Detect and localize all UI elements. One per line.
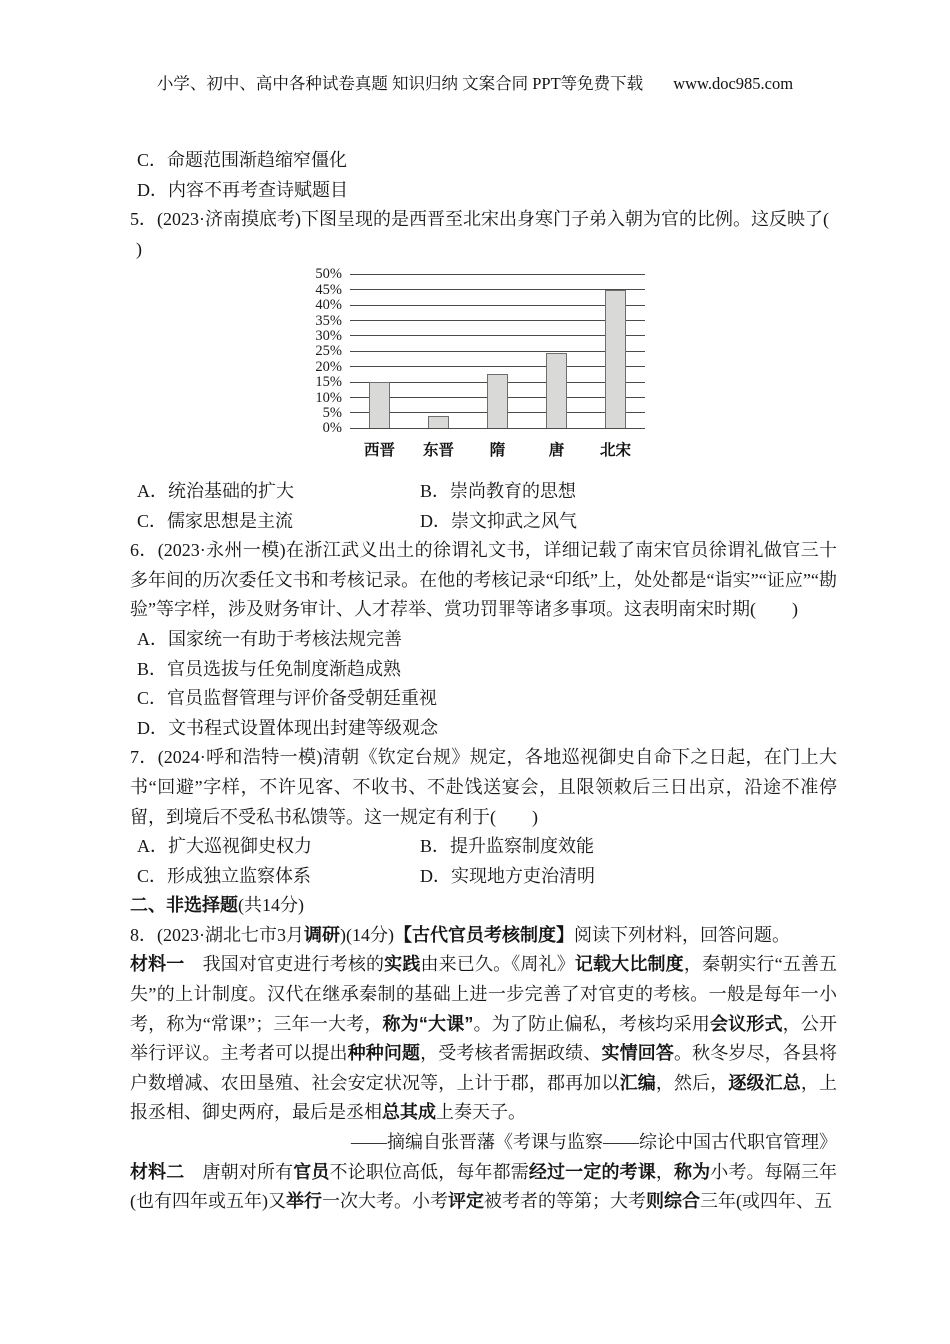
bold-text-run: 材料二	[130, 1161, 185, 1182]
question-6-stem: 6．(2023·永州一模)在浙江武义出土的徐谓礼文书，详细记载了南宋官员徐谓礼做官三十多年间的历次委任文书和考核记录。在他的考核记录“印纸”上，处处都是“诣实”“证应”“勘验”等字样，涉及财务审计、人才荐举、赏功罚罪等诸多事项。这表明南宋时期( )	[130, 540, 837, 620]
text-run: 我国对官吏进行考核的	[184, 954, 385, 975]
y-axis-tick-label: 30%	[315, 327, 342, 344]
question-8	[130, 921, 837, 1217]
question-6	[130, 536, 837, 743]
y-axis-tick-label: 35%	[315, 312, 342, 329]
y-axis-tick-label: 50%	[315, 266, 342, 283]
question-5	[130, 205, 837, 536]
bold-text-run: 逐级汇总	[728, 1072, 801, 1093]
text-run: ，公开举行评议。主考者可以提出	[130, 1013, 838, 1064]
text-run: 8．(2023·湖北七市3月	[130, 924, 304, 945]
question-5-options	[130, 477, 837, 536]
page-header	[0, 70, 950, 94]
option: B．官员选拔与任免制度渐趋成熟	[137, 658, 402, 679]
bold-text-run: 实情回答	[601, 1043, 674, 1064]
bold-text-run: 评定	[448, 1191, 484, 1212]
question-5-stem-close-paren: )	[136, 238, 142, 259]
bold-text-run: 称为	[673, 1161, 711, 1182]
bold-text-run: 则综合	[646, 1191, 700, 1212]
option-row	[130, 477, 837, 507]
text-run: ，	[655, 1161, 674, 1182]
question-8-material-2	[130, 1158, 837, 1217]
y-axis-tick-label: 0%	[322, 420, 342, 437]
bar-chart	[310, 266, 650, 466]
text-run: (共14分)	[238, 895, 304, 916]
x-category-label: 西晋	[363, 442, 395, 460]
bold-text-run: 【古代官员考核制度】	[393, 924, 574, 945]
gridline	[350, 274, 645, 275]
bold-text-run: 汇编	[619, 1072, 656, 1093]
question-7-stem: 7．(2024·呼和浩特一模)清朝《钦定台规》规定，各地巡视御史自命下之日起，在门上大书“回避”字样，不许见客、不收书、不赴饯送宴会，且限领敕后三日出京，沿途不准停留，到境后不受私书私馈等。这一规定有利于( )	[130, 747, 837, 827]
bold-text-run: 总其成	[382, 1102, 436, 1123]
option: B．崇尚教育的思想	[420, 480, 577, 501]
text-run: 上奏天子。	[436, 1102, 526, 1123]
y-axis-tick-label: 45%	[315, 281, 342, 298]
text-run: 。为了防止偏私，考核均采用	[473, 1013, 710, 1034]
bold-text-run: 种种问题	[347, 1043, 421, 1064]
option: A．扩大巡视御史权力	[137, 836, 312, 857]
bold-text-run: 材料一	[130, 954, 185, 975]
y-axis-tick-label: 5%	[322, 404, 342, 421]
text-run: 。秋冬岁尽，各县将户数增减、农田垦殖、社会安定状况等，上计于郡，郡再加以	[130, 1043, 838, 1093]
option: D．实现地方吏治清明	[420, 865, 595, 886]
bold-text-run: 二、非选择题	[130, 895, 238, 916]
bold-text-run: 举行	[286, 1191, 322, 1212]
bar	[428, 416, 449, 428]
text-run: ，上报丞相、御史两府，最后是丞相	[130, 1072, 838, 1123]
text-run: 小考。每隔三年(也有四年或五年)又	[130, 1161, 838, 1212]
option: D．内容不再考查诗赋题目	[137, 179, 348, 200]
text-run: )(14分)	[340, 924, 394, 945]
text-run: 一次大考。小考	[322, 1191, 448, 1212]
x-category-label: 隋	[489, 442, 506, 460]
option: D．崇文抑武之风气	[420, 510, 577, 531]
option: C．命题范围渐趋缩窄僵化	[137, 150, 348, 170]
y-axis-tick-label: 20%	[315, 358, 342, 375]
option: C．官员监督管理与评价备受朝廷重视	[137, 688, 438, 709]
paper-content	[130, 146, 837, 1217]
y-axis-tick-label: 10%	[315, 389, 342, 406]
chart-x-axis-labels	[350, 436, 645, 466]
text-run: 阅读下列材料，回答问题。	[573, 924, 790, 945]
gridline	[350, 335, 645, 336]
question-8-material-1	[130, 950, 837, 1128]
option-row	[130, 832, 837, 862]
bold-text-run: 调研	[304, 924, 340, 945]
text-run: 不论职位高低，每年都需	[329, 1161, 529, 1182]
text-run: 唐朝对所有	[184, 1161, 294, 1182]
x-category-label: 东晋	[422, 442, 454, 460]
option: D．文书程式设置体现出封建等级观念	[137, 717, 438, 738]
option: A．国家统一有助于考核法规完善	[137, 628, 402, 649]
option: A．统治基础的扩大	[137, 480, 294, 501]
x-category-label: 唐	[548, 442, 565, 460]
bar	[605, 290, 626, 429]
bold-text-run: 称为“大课”	[382, 1013, 474, 1034]
option-row	[130, 507, 837, 537]
question-6-options	[130, 625, 837, 743]
y-axis-tick-label: 25%	[315, 343, 342, 360]
section-2-heading	[130, 891, 837, 921]
bar	[546, 353, 567, 428]
bold-text-run: 实践	[384, 954, 421, 975]
y-axis-tick-label: 15%	[315, 374, 342, 391]
question-8-material-1-source: ——摘编自张晋藩《考课与监察——综论中国古代职官管理》	[351, 1132, 837, 1153]
question-7	[130, 743, 837, 891]
option: B．提升监察制度效能	[420, 836, 595, 857]
gridline	[350, 351, 645, 352]
gridline	[350, 320, 645, 321]
bold-text-run: 会议形式	[709, 1013, 783, 1034]
question-5-stem: 5．(2023·济南摸底考)下图呈现的是西晋至北宋出身寒门子弟入朝为官的比例。这反映了(	[130, 209, 829, 230]
question-8-intro	[130, 921, 837, 951]
bold-text-run: 记载大比制度	[574, 954, 684, 975]
question-4-leftover-options	[130, 146, 837, 205]
y-axis-tick-label: 40%	[315, 297, 342, 314]
bold-text-run: 经过一定的考课	[528, 1161, 656, 1182]
gridline	[350, 366, 645, 367]
bar	[487, 374, 508, 428]
text-run: 由来已久。《周礼》	[420, 954, 575, 975]
question-7-options	[130, 832, 837, 891]
header-site-text: 小学、初中、高中各种试卷真题 知识归纳 文案合同 PPT等免费下载	[156, 74, 644, 93]
x-category-label: 北宋	[599, 442, 631, 460]
option: C．形成独立监察体系	[137, 865, 312, 886]
gridline	[350, 305, 645, 306]
option: C．儒家思想是主流	[137, 510, 294, 531]
bar	[369, 382, 390, 428]
gridline	[350, 289, 645, 290]
text-run: ，受考核者需据政绩、	[420, 1043, 602, 1064]
text-run: ，秦朝实行“五善五失”的上计制度。汉代在继承秦制的基础上进一步完善了对官吏的考核。一般是每年一小考，称为“常课”；三年一大考，	[130, 954, 838, 1034]
option-row	[130, 862, 837, 892]
header-site-url: www.doc985.com	[673, 74, 794, 93]
text-run: 三年(或四年、五	[700, 1191, 832, 1212]
text-run: 被考者的等第；大考	[484, 1191, 646, 1212]
text-run: ，然后，	[655, 1072, 729, 1093]
bold-text-run: 官员	[293, 1161, 330, 1182]
chart-plot-area	[315, 266, 645, 437]
